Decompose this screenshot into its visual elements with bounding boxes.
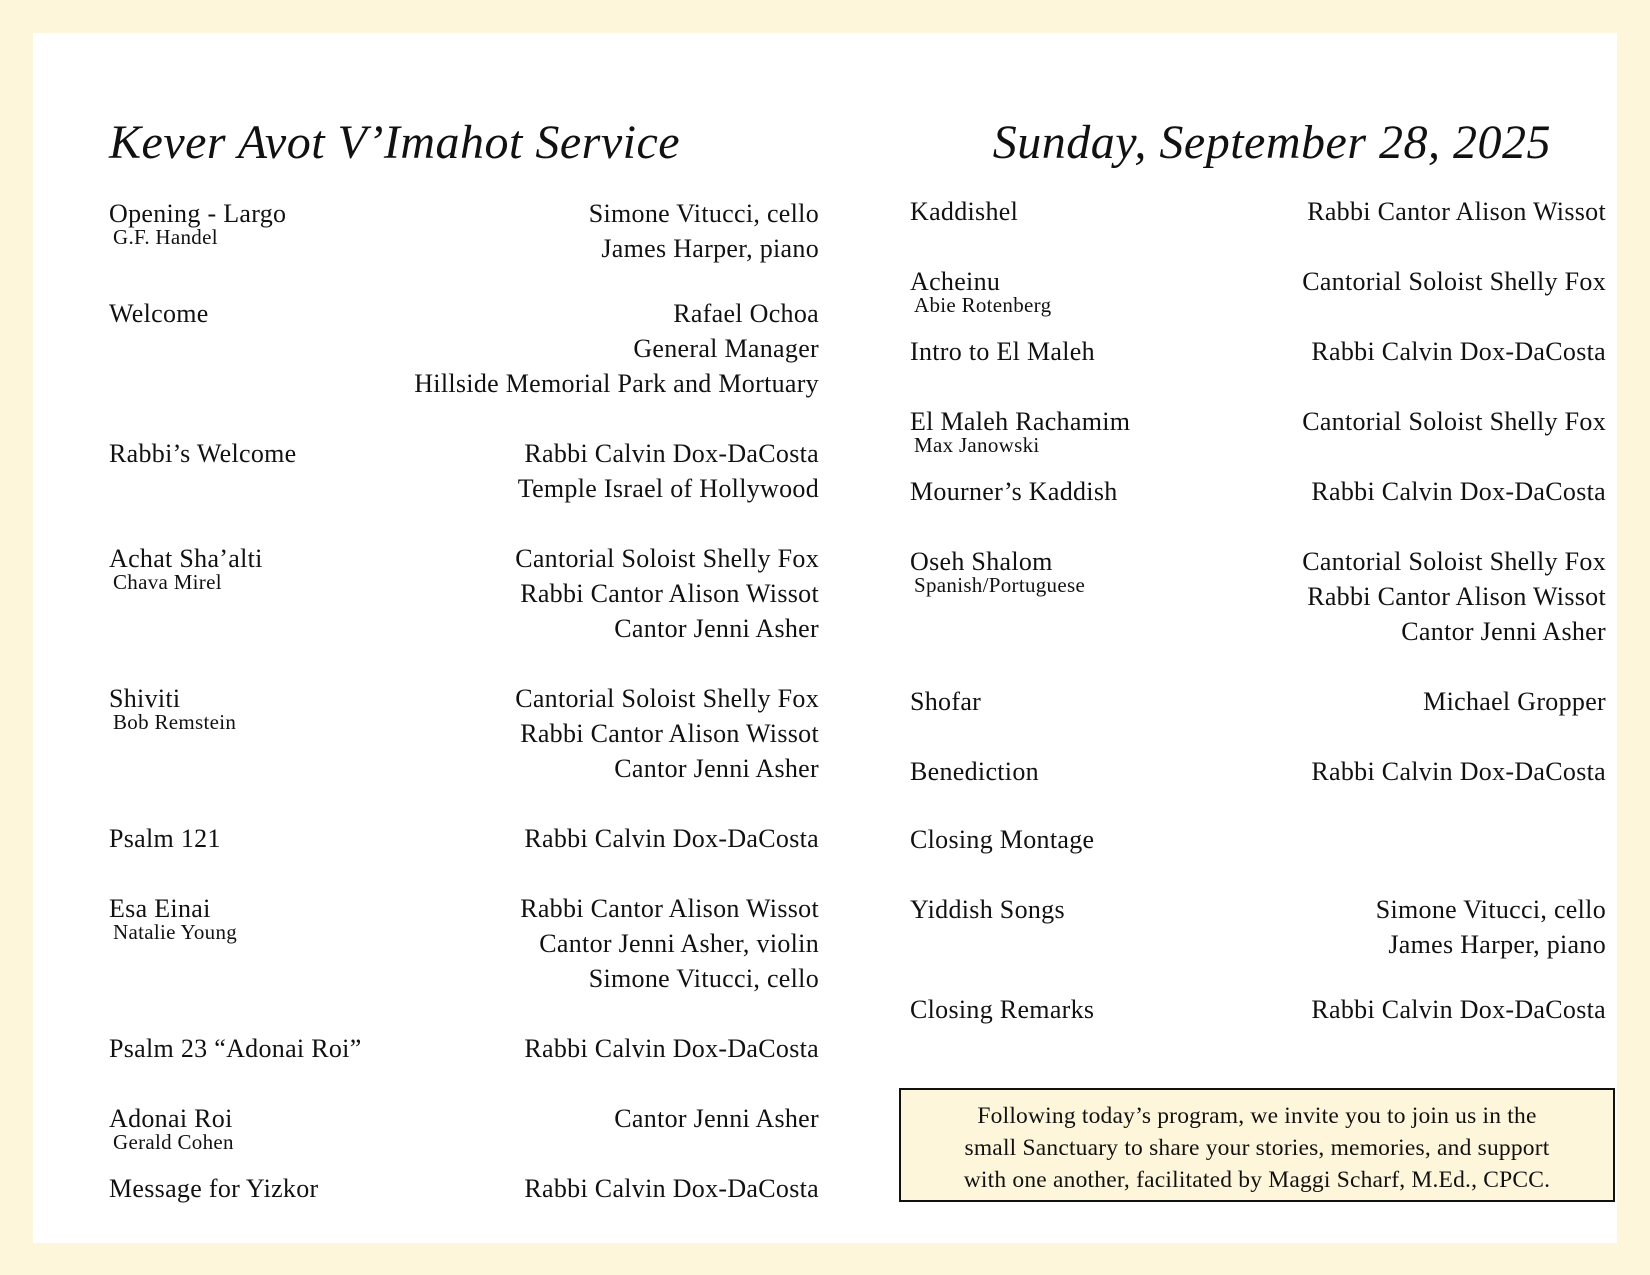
performer: Temple Israel of Hollywood bbox=[517, 474, 819, 503]
performer: Rabbi Cantor Alison Wissot bbox=[520, 579, 819, 608]
performer: Cantor Jenni Asher bbox=[614, 754, 819, 783]
program-right-column bbox=[910, 194, 1606, 1032]
performer: Rabbi Calvin Dox-DaCosta bbox=[1311, 477, 1606, 506]
performer: Hillside Memorial Park and Mortuary bbox=[414, 369, 819, 398]
performer: Michael Gropper bbox=[1423, 687, 1606, 716]
item-title: Oseh Shalom bbox=[910, 547, 1053, 576]
item-title: Closing Remarks bbox=[910, 995, 1095, 1024]
performer: Rabbi Calvin Dox-DaCosta bbox=[524, 1034, 819, 1063]
performer: Rabbi Cantor Alison Wissot bbox=[520, 894, 819, 923]
performer: Cantorial Soloist Shelly Fox bbox=[1302, 267, 1606, 296]
performer: Simone Vitucci, cello bbox=[1375, 895, 1606, 924]
program-entry bbox=[109, 196, 819, 296]
performer: Cantor Jenni Asher, violin bbox=[539, 929, 819, 958]
program-entry bbox=[109, 296, 819, 436]
item-title: Closing Montage bbox=[910, 825, 1095, 854]
performer: Rabbi Calvin Dox-DaCosta bbox=[1311, 995, 1606, 1024]
item-title: Rabbi’s Welcome bbox=[109, 439, 297, 468]
program-entry bbox=[910, 544, 1606, 684]
program-entry bbox=[910, 404, 1606, 474]
performer: General Manager bbox=[633, 334, 819, 363]
performer: Rabbi Calvin Dox-DaCosta bbox=[1311, 337, 1606, 366]
item-composer: Bob Remstein bbox=[113, 710, 237, 734]
performer: Cantorial Soloist Shelly Fox bbox=[515, 684, 819, 713]
item-title: Intro to El Maleh bbox=[910, 337, 1095, 366]
performer: Rabbi Calvin Dox-DaCosta bbox=[524, 824, 819, 853]
performer: Rabbi Cantor Alison Wissot bbox=[520, 719, 819, 748]
item-composer: Chava Mirel bbox=[113, 570, 222, 594]
program-entry bbox=[910, 754, 1606, 822]
item-title: Opening - Largo bbox=[109, 199, 287, 228]
performer: Cantor Jenni Asher bbox=[1401, 617, 1606, 646]
program-page bbox=[33, 33, 1617, 1243]
item-composer: Max Janowski bbox=[914, 433, 1040, 457]
program-entry bbox=[109, 821, 819, 891]
performer: Cantor Jenni Asher bbox=[614, 614, 819, 643]
invitation-notice bbox=[899, 1088, 1615, 1202]
program-left-column bbox=[109, 196, 819, 1211]
performer: Cantorial Soloist Shelly Fox bbox=[515, 544, 819, 573]
item-composer: Spanish/Portuguese bbox=[914, 573, 1086, 597]
item-title: Psalm 23 “Adonai Roi” bbox=[109, 1034, 362, 1063]
item-title: Acheinu bbox=[910, 267, 1001, 296]
notice-line: Following today’s program, we invite you to join us in the bbox=[977, 1103, 1537, 1129]
performer: Simone Vitucci, cello bbox=[588, 199, 819, 228]
item-title: Shofar bbox=[910, 687, 982, 716]
program-entry bbox=[109, 1031, 819, 1101]
performer: Cantor Jenni Asher bbox=[614, 1104, 819, 1133]
performer: Rabbi Calvin Dox-DaCosta bbox=[1311, 757, 1606, 786]
item-composer: Abie Rotenberg bbox=[914, 293, 1052, 317]
program-entry bbox=[109, 681, 819, 821]
item-composer: G.F. Handel bbox=[113, 225, 218, 249]
performer: James Harper, piano bbox=[601, 234, 819, 263]
program-entry bbox=[109, 891, 819, 1031]
performer: Rafael Ochoa bbox=[673, 299, 819, 328]
program-entry bbox=[910, 474, 1606, 544]
performer: Simone Vitucci, cello bbox=[588, 964, 819, 993]
item-title: Benediction bbox=[910, 757, 1039, 786]
program-entry bbox=[109, 1171, 819, 1211]
item-title: Achat Sha’alti bbox=[109, 544, 263, 573]
program-entry bbox=[910, 822, 1606, 892]
performer: Cantorial Soloist Shelly Fox bbox=[1302, 407, 1606, 436]
program-entry bbox=[910, 992, 1606, 1032]
item-title: Shiviti bbox=[109, 684, 181, 713]
program-entry bbox=[910, 194, 1606, 264]
program-entry bbox=[109, 541, 819, 681]
service-date: Sunday, September 28, 2025 bbox=[992, 116, 1551, 169]
performer: Rabbi Cantor Alison Wissot bbox=[1307, 197, 1606, 226]
program-entry bbox=[910, 892, 1606, 992]
item-composer: Gerald Cohen bbox=[113, 1130, 234, 1154]
item-title: Esa Einai bbox=[109, 894, 211, 923]
item-title: Kaddishel bbox=[910, 197, 1019, 226]
item-title: Mourner’s Kaddish bbox=[910, 477, 1118, 506]
performer: Rabbi Calvin Dox-DaCosta bbox=[524, 439, 819, 468]
item-composer: Natalie Young bbox=[113, 920, 238, 944]
performer: James Harper, piano bbox=[1388, 930, 1606, 959]
item-title: El Maleh Rachamim bbox=[910, 407, 1131, 436]
item-title: Psalm 121 bbox=[109, 824, 221, 853]
item-title: Welcome bbox=[109, 299, 209, 328]
performer: Cantorial Soloist Shelly Fox bbox=[1302, 547, 1606, 576]
program-entry bbox=[910, 264, 1606, 334]
program-entry bbox=[910, 334, 1606, 404]
notice-line: small Sanctuary to share your stories, memories, and support bbox=[964, 1135, 1550, 1161]
item-title: Adonai Roi bbox=[109, 1104, 233, 1133]
performer: Rabbi Calvin Dox-DaCosta bbox=[524, 1174, 819, 1203]
item-title: Message for Yizkor bbox=[109, 1174, 319, 1203]
performer: Rabbi Cantor Alison Wissot bbox=[1307, 582, 1606, 611]
item-title: Yiddish Songs bbox=[910, 895, 1065, 924]
service-title: Kever Avot V’Imahot Service bbox=[109, 116, 681, 169]
program-entry bbox=[910, 684, 1606, 754]
notice-line: with one another, facilitated by Maggi Scharf, M.Ed., CPCC. bbox=[963, 1167, 1551, 1193]
program-entry bbox=[109, 1101, 819, 1171]
program-entry bbox=[109, 436, 819, 541]
